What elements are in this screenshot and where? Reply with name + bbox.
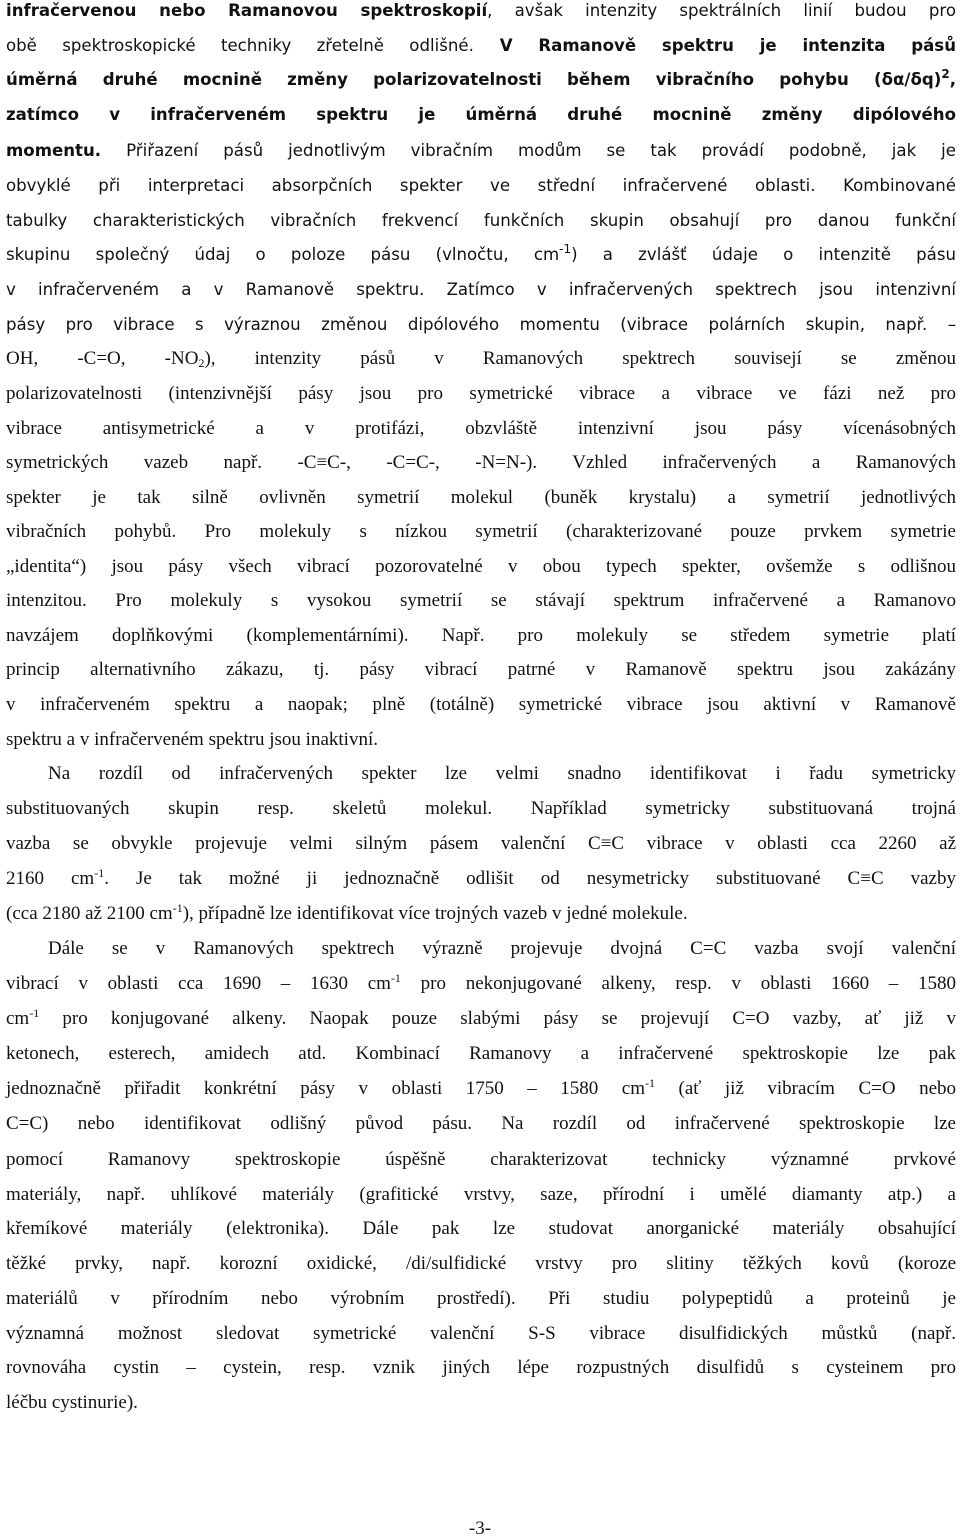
text-line: 2160 $cm^{-1}$. Je tak možné ji jednoznačně odlišit od nesymetricky substituované C≡C vazby [6,866,956,889]
text-line: spekter je tak silně ovlivněn symetrií molekul (buněk krystalu) a symetrií jednotlivých [6,487,956,508]
text-line: tabulky charakteristických vibračních frekvencí funkčních skupin obsahují pro danou funkční [6,211,956,230]
page-number: -3- [468,1518,492,1539]
text-line: rovnováha cystin – cystein, resp. vznik jiných lépe rozpustných disulfidů s cysteinem pro [6,1357,956,1378]
text-line: OH, -C=O, $-NO_2$), intenzity pásů v Ramanových spektrech souvisejí se změnou [6,348,957,370]
text-line: vibrací v oblasti cca 1690 – 1630 $cm^{-1}$ pro nekonjugované alkeny, resp. v oblasti 1660 – 1580 [6,971,956,994]
text-line: léčbu cystinurie). [6,1392,138,1413]
text-line: C=C) nebo identifikovat odlišný původ pásu. Na rozdíl od infračervené spektroskopie lze [6,1113,956,1134]
text-line: v infračerveném spektru a naopak; plně (totálně) symetrické vibrace jsou aktivní v Ramanově [6,694,956,715]
text-line: skupinu společný údaj o poloze pásu (vlnočtu, $cm^{-1}$) a zvlášť údaje o intenzitě pásu [6,242,956,264]
text-line: ketonech, esterech, amidech atd. Kombinací Ramanovy a infračervené spektroskopie lze pak [6,1043,956,1064]
text-line: zatímco v infračerveném spektru je úměrná druhé mocnině změny dipólového [6,105,956,124]
text-line: v infračerveném a v Ramanově spektru. Zatímco v infračervených spektrech jsou intenzivní [6,280,956,299]
text-line: momentu. Přiřazení pásů jednotlivým vibračním modům se tak provádí podobně, jak je [6,141,956,160]
text-line: materiálů v přírodním nebo výrobním prostředí). Při studiu polypeptidů a proteinů je [6,1288,956,1309]
text-line: jednoznačně přiřadit konkrétní pásy v oblasti 1750 – 1580 $cm^{-1}$ (ať již vibracím C=O nebo [6,1076,956,1099]
text-line: spektru a v infračerveném spektru jsou inaktivní. [6,729,378,750]
text-line: materiály, např. uhlíkové materiály (grafitické vrstvy, saze, přírodní i umělé diamanty atp.) a [6,1184,956,1205]
text-line: navzájem doplňkovými (komplementárními). Např. pro molekuly se středem symetrie platí [6,625,956,646]
text-line: těžké prvky, např. korozní oxidické, /di/sulfidické vrstvy pro slitiny těžkých kovů (koroze [6,1253,956,1274]
text-line: pásy pro vibrace s výraznou změnou dipólového momentu (vibrace polárních skupin, např. – [6,315,956,334]
text-line: polarizovatelnosti (intenzivnější pásy jsou pro symetrické vibrace a vibrace ve fázi než pro [6,383,956,404]
text-line: obvyklé při interpretaci absorpčních spekter ve střední infračervené oblasti. Kombinované [6,176,956,195]
text-line: symetrických vazeb např. -C≡C-, -C=C-, -N=N-). Vzhled infračervených a Ramanových [6,452,956,473]
text-line: infračervenou nebo Ramanovou spektroskopií, avšak intenzity spektrálních linií budou pro [6,1,956,20]
text-line: obě spektroskopické techniky zřetelně odlišné. V Ramanově spektru je intenzita pásů [6,36,957,55]
text-line: Dále se v Ramanových spektrech výrazně projevuje dvojná C=C vazba svojí valenční [48,938,956,959]
text-line: pomocí Ramanovy spektroskopie úspěšně charakterizovat technicky významné prvkové [6,1149,956,1170]
text-line: úměrná druhé mocnině změny polarizovatelnosti během vibračního pohybu $(\delta\alpha/\delta q)^2$, [6,67,956,89]
text-line: intenzitou. Pro molekuly s vysokou symetrií se stávají spektrum infračervené a Ramanovo [6,590,956,611]
text-line: „identita“) jsou pásy všech vibrací pozorovatelné v obou typech spekter, ovšemže s odlišnou [6,556,956,577]
text-line: substituovaných skupin resp. skeletů molekul. Například symetricky substituovaná trojná [6,798,956,819]
text-line: princip alternativního zákazu, tj. pásy vibrací patrné v Ramanově spektru jsou zakázány [6,659,956,680]
text-line: vibrace antisymetrické a v protifázi, obzvláště intenzivní jsou pásy vícenásobných [6,418,956,439]
text-line: (cca 2180 až 2100 $cm^{-1}$), případně lze identifikovat více trojných vazeb v jedné molekule. [6,901,688,924]
text-line: křemíkové materiály (elektronika). Dále pak lze studovat anorganické materiály obsahující [6,1218,956,1239]
text-line: vibračních pohybů. Pro molekuly s nízkou symetrií (charakterizované pouze prvkem symetrie [6,521,956,542]
text-line: Na rozdíl od infračervených spekter lze velmi snadno identifikovat i řadu symetricky [48,763,956,784]
text-line: vazba se obvykle projevuje velmi silným pásem valenční C≡C vibrace v oblasti cca 2260 až [6,833,956,854]
text-line: významná možnost sledovat symetrické valenční S-S vibrace disulfidických můstků (např. [6,1323,956,1344]
text-line: $cm^{-1}$ pro konjugované alkeny. Naopak pouze slabými pásy se projevují C=O vazby, ať již v [6,1006,957,1029]
